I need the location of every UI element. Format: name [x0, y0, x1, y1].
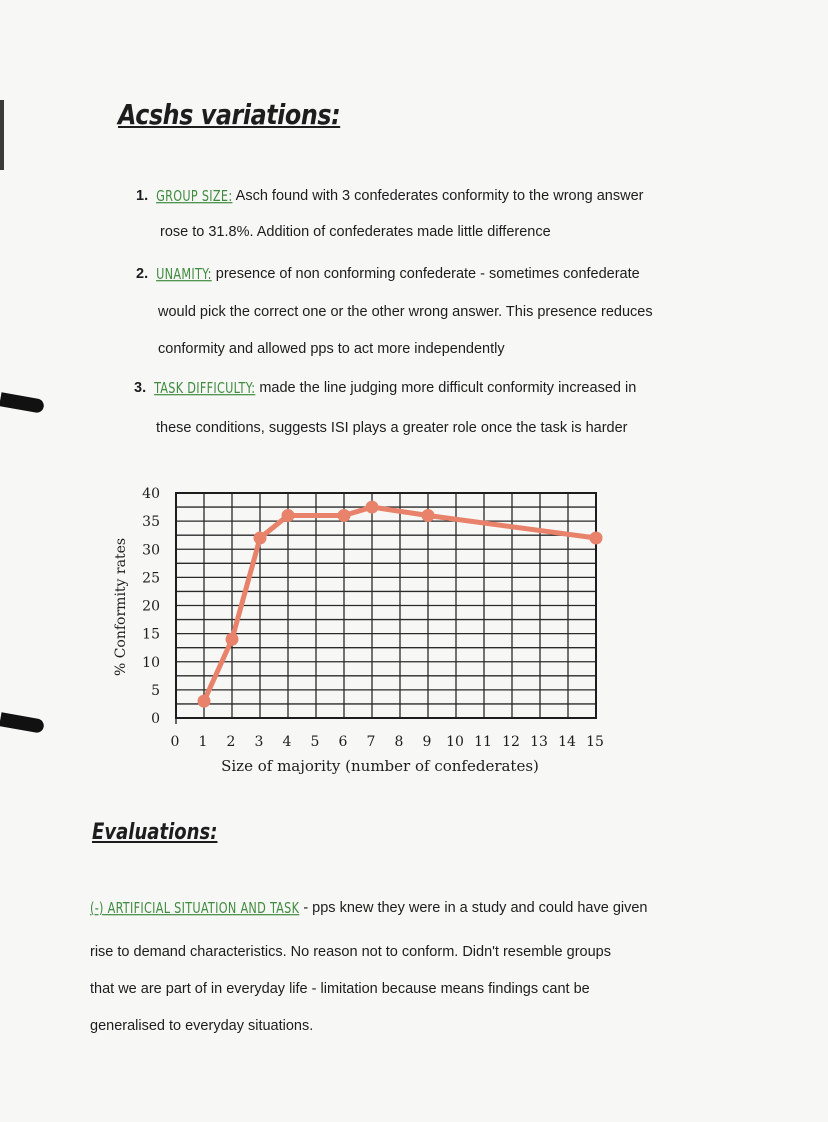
point-text: presence of non conforming confederate - sometimes confederate	[215, 266, 640, 282]
x-tick-label: 4	[282, 734, 292, 750]
x-tick-label: 7	[366, 734, 376, 750]
point-number: 1.	[136, 188, 149, 204]
data-point	[422, 509, 435, 522]
y-tick-label: 30	[142, 542, 160, 559]
data-point	[282, 509, 295, 522]
point-text: made the line judging more difficult conformity increased in	[259, 380, 637, 396]
page-title: Acshs variations:	[118, 98, 341, 131]
x-axis-label: Size of majority (number of confederates)	[221, 757, 539, 775]
data-point	[226, 633, 239, 646]
point-number: 3.	[134, 380, 147, 396]
x-tick-label: 10	[446, 734, 464, 750]
y-tick-label: 0	[151, 711, 160, 727]
point-text: Asch found with 3 confederates conformity to the wrong answer	[235, 188, 644, 204]
x-tick-label: 2	[226, 734, 236, 750]
x-tick-label: 5	[310, 734, 320, 750]
x-tick-label: 15	[586, 734, 604, 750]
evaluation-line-4: generalised to everyday situations.	[90, 1018, 314, 1034]
point-2-line-3: conformity and allowed pps to act more independently	[158, 341, 505, 357]
point-3-line-2: these conditions, suggests ISI plays a greater role once the task is harder	[156, 420, 628, 436]
evaluation-line-1	[90, 900, 648, 916]
x-tick-label: 9	[422, 734, 432, 750]
evaluation-text: - pps knew they were in a study and could have given	[303, 900, 648, 916]
data-point	[254, 532, 267, 545]
y-tick-label: 10	[142, 654, 160, 671]
y-tick-labels	[142, 486, 160, 727]
x-tick-label: 14	[558, 734, 576, 750]
point-label: TASK DIFFICULTY:	[154, 378, 256, 397]
y-tick-label: 35	[142, 514, 160, 531]
data-point	[338, 509, 351, 522]
x-tick-label: 1	[198, 734, 208, 750]
y-axis-label: % Conformity rates	[113, 537, 129, 677]
x-tick-label: 8	[394, 734, 404, 750]
point-label: GROUP SIZE:	[156, 186, 233, 205]
point-1-line-2: rose to 31.8%. Addition of confederates made little difference	[160, 224, 551, 240]
evaluations-heading: Evaluations:	[92, 820, 218, 845]
x-tick-label: 12	[502, 734, 520, 750]
point-number: 2.	[136, 266, 149, 282]
evaluation-line-3: that we are part of in everyday life - limitation because means findings cant be	[90, 981, 590, 997]
y-tick-label: 15	[142, 626, 160, 643]
data-point	[198, 695, 211, 708]
point-2-line-2: would pick the correct one or the other wrong answer. This presence reduces	[158, 304, 653, 320]
x-tick-label: 13	[530, 734, 548, 750]
y-tick-label: 5	[151, 682, 160, 699]
evaluation-label: (-) ARTIFICIAL SITUATION AND TASK	[90, 898, 300, 917]
point-label: UNAMITY:	[156, 264, 212, 283]
x-tick-labels	[171, 734, 604, 750]
data-point	[590, 532, 603, 545]
y-tick-label: 25	[142, 570, 160, 587]
x-tick-label: 3	[254, 734, 264, 750]
x-tick-label: 0	[170, 734, 180, 750]
x-tick-label: 11	[474, 734, 492, 750]
y-tick-label: 20	[142, 598, 160, 615]
y-tick-label: 40	[142, 486, 160, 502]
x-tick-label: 6	[338, 734, 348, 750]
data-point	[366, 501, 379, 514]
evaluation-line-2: rise to demand characteristics. No reason not to conform. Didn't resemble groups	[90, 944, 611, 960]
